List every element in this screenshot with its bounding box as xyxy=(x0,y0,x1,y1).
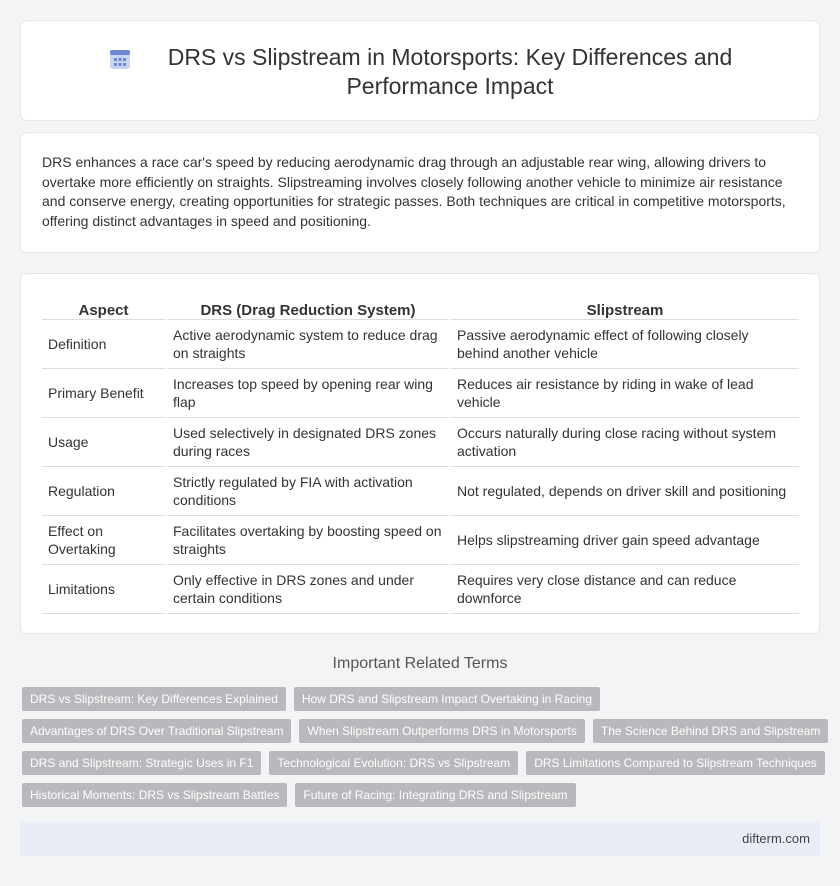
row-aspect: Effect on Overtaking xyxy=(42,515,166,564)
related-term-tag[interactable]: How DRS and Slipstream Impact Overtaking in Racing xyxy=(294,687,600,711)
row-aspect: Primary Benefit xyxy=(42,368,166,417)
row-drs-value: Used selectively in designated DRS zones during races xyxy=(166,417,450,466)
related-term-tag[interactable]: The Science Behind DRS and Slipstream xyxy=(593,719,828,743)
tag-row xyxy=(22,719,822,743)
related-term-tag[interactable]: Future of Racing: Integrating DRS and Slipstream xyxy=(295,783,575,807)
table-row xyxy=(42,466,799,515)
row-aspect: Usage xyxy=(42,417,166,466)
row-slipstream-value: Passive aerodynamic effect of following closely behind another vehicle xyxy=(450,319,799,368)
tag-row xyxy=(22,751,822,775)
comparison-table-card xyxy=(20,273,820,634)
page-title: DRS vs Slipstream in Motorsports: Key Differences and Performance Impact xyxy=(167,44,733,99)
row-aspect: Definition xyxy=(42,319,166,368)
related-terms-heading: Important Related Terms xyxy=(332,655,508,672)
related-term-tag[interactable]: Technological Evolution: DRS vs Slipstream xyxy=(269,751,518,775)
related-term-tag[interactable]: DRS and Slipstream: Strategic Uses in F1 xyxy=(22,751,261,775)
row-drs-value: Increases top speed by opening rear wing flap xyxy=(166,368,450,417)
row-slipstream-value: Reduces air resistance by riding in wake of lead vehicle xyxy=(450,368,799,417)
table-row xyxy=(42,319,799,368)
tag-row xyxy=(22,687,822,711)
table-row xyxy=(42,564,799,613)
table-row xyxy=(42,417,799,466)
footer xyxy=(20,822,820,856)
row-slipstream-value: Requires very close distance and can reduce downforce xyxy=(450,564,799,613)
row-slipstream-value: Helps slipstreaming driver gain speed advantage xyxy=(450,515,799,564)
row-aspect: Limitations xyxy=(42,564,166,613)
header-slipstream: Slipstream xyxy=(450,294,799,319)
intro-paragraph: DRS enhances a race car's speed by reducing aerodynamic drag through an adjustable rear wing, allowing drivers to overtake more efficiently on straights. Slipstreaming involves closely following another vehicle to minimize air resistance and conserve energy, creating opportunities for strategic passes. Both techniques are critical in competitive motorsports, offering distinct advantages in speed and positioning. xyxy=(42,154,786,229)
related-term-tag[interactable]: DRS Limitations Compared to Slipstream Techniques xyxy=(526,751,825,775)
intro-card xyxy=(20,132,820,253)
header-drs: DRS (Drag Reduction System) xyxy=(166,294,450,319)
related-term-tag[interactable]: Advantages of DRS Over Traditional Slipstream xyxy=(22,719,291,743)
table-header-row xyxy=(42,294,799,319)
related-terms-list xyxy=(22,687,822,815)
row-drs-value: Facilitates overtaking by boosting speed on straights xyxy=(166,515,450,564)
table-row xyxy=(42,515,799,564)
row-slipstream-value: Not regulated, depends on driver skill and positioning xyxy=(450,466,799,515)
row-slipstream-value: Occurs naturally during close racing without system activation xyxy=(450,417,799,466)
related-term-tag[interactable]: When Slipstream Outperforms DRS in Motorsports xyxy=(299,719,584,743)
row-drs-value: Only effective in DRS zones and under certain conditions xyxy=(166,564,450,613)
related-term-tag[interactable]: Historical Moments: DRS vs Slipstream Battles xyxy=(22,783,287,807)
comparison-table xyxy=(42,294,799,614)
related-term-tag[interactable]: DRS vs Slipstream: Key Differences Explained xyxy=(22,687,286,711)
row-drs-value: Active aerodynamic system to reduce drag on straights xyxy=(166,319,450,368)
header-aspect: Aspect xyxy=(42,294,166,319)
footer-site-link[interactable]: difterm.com xyxy=(742,831,810,846)
row-aspect: Regulation xyxy=(42,466,166,515)
table-row xyxy=(42,368,799,417)
tag-row xyxy=(22,783,822,807)
row-drs-value: Strictly regulated by FIA with activation conditions xyxy=(166,466,450,515)
title-card xyxy=(20,20,820,121)
